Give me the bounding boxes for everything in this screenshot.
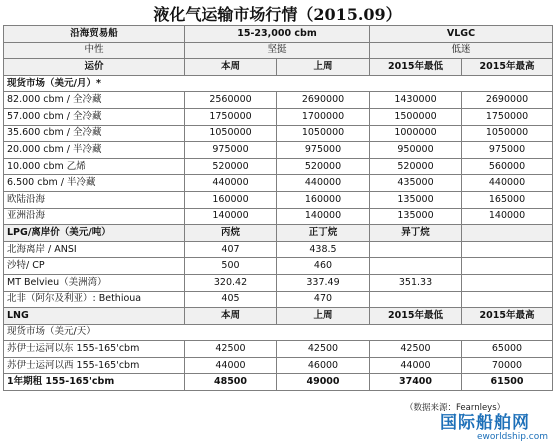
freight-label: 运价 <box>4 59 185 76</box>
cell-year-low: 435000 <box>370 175 462 192</box>
cell-this-week: 500 <box>185 258 277 275</box>
cell-year-low: 1500000 <box>370 108 462 125</box>
sentiment-vlgc: 低迷 <box>370 42 553 59</box>
vlgc-header: VLGC <box>370 26 553 43</box>
size-range-header: 15-23,000 cbm <box>185 26 370 43</box>
spot-rate-row <box>4 208 553 225</box>
cell-year-low: 2015年最低 <box>370 308 462 325</box>
cell-year-low: 37400 <box>370 374 462 391</box>
row-label: 20.000 cbm / 半冷藏 <box>4 142 185 159</box>
vessel-class-row <box>4 26 553 43</box>
col-year-high: 2015年最高 <box>462 59 553 76</box>
spot-rate-row <box>4 175 553 192</box>
row-label: 苏伊士运河以东 155-165'cbm <box>4 341 185 358</box>
watermark-cn: 国际船舶网 <box>440 413 530 433</box>
cell-last-week: 1050000 <box>277 125 370 142</box>
cell-last-week: 470 <box>277 291 370 308</box>
cell-year-low: 42500 <box>370 341 462 358</box>
cell-last-week: 2690000 <box>277 92 370 109</box>
row-label: 57.000 cbm / 全冷藏 <box>4 108 185 125</box>
cell-this-week: 1050000 <box>185 125 277 142</box>
cell-year-low: 1000000 <box>370 125 462 142</box>
cell-year-high <box>462 274 553 291</box>
cell-last-week: 140000 <box>277 208 370 225</box>
lpg-price-row <box>4 241 553 258</box>
data-source-note: （数据来源：Fearnleys） <box>405 403 506 413</box>
sentiment-size-range: 坚挺 <box>185 42 370 59</box>
cell-this-week: 320.42 <box>185 274 277 291</box>
cell-last-week: 520000 <box>277 158 370 175</box>
cell-year-high: 1750000 <box>462 108 553 125</box>
cell-year-high: 560000 <box>462 158 553 175</box>
lpg-price-row <box>4 258 553 275</box>
cell-this-week: 975000 <box>185 142 277 159</box>
cell-this-week: 160000 <box>185 191 277 208</box>
cell-year-low: 950000 <box>370 142 462 159</box>
cell-last-week: 438.5 <box>277 241 370 258</box>
page-title: 液化气运输市场行情（2015.09） <box>153 5 402 24</box>
spot-section-row <box>4 75 553 92</box>
cell-year-high <box>462 291 553 308</box>
cell-this-week: 2560000 <box>185 92 277 109</box>
cell-year-low: 135000 <box>370 191 462 208</box>
sentiment-coastal: 中性 <box>4 42 185 59</box>
row-label: 亚洲沿海 <box>4 208 185 225</box>
row-label: 欧陆沿海 <box>4 191 185 208</box>
coastal-trade-header: 沿海贸易船 <box>4 26 185 43</box>
lng-spot-section <box>4 324 553 341</box>
spot-rate-row <box>4 158 553 175</box>
watermark-logo <box>440 414 552 442</box>
cell-this-week: 丙烷 <box>185 225 277 242</box>
cell-year-high <box>462 258 553 275</box>
watermark-en: eworldship.com <box>476 432 548 442</box>
cell-this-week: 1750000 <box>185 108 277 125</box>
row-label: 10.000 cbm 乙烯 <box>4 158 185 175</box>
sentiment-row <box>4 42 553 59</box>
cell-last-week: 46000 <box>277 357 370 374</box>
spot-rate-row <box>4 92 553 109</box>
cell-year-high: 65000 <box>462 341 553 358</box>
cell-year-low <box>370 241 462 258</box>
cell-last-week: 337.49 <box>277 274 370 291</box>
lng-rate-row <box>4 357 553 374</box>
col-last-week: 上周 <box>277 59 370 76</box>
lng-rate-row <box>4 341 553 358</box>
cell-last-week: 975000 <box>277 142 370 159</box>
cell-year-low <box>370 291 462 308</box>
row-label: 35.600 cbm / 全冷藏 <box>4 125 185 142</box>
col-year-low: 2015年最低 <box>370 59 462 76</box>
cell-year-high: 140000 <box>462 208 553 225</box>
row-label: 82.000 cbm / 全冷藏 <box>4 92 185 109</box>
row-label: LPG/离岸价（美元/吨） <box>4 225 185 242</box>
lng-period-charter-row <box>4 374 553 391</box>
spot-rate-row <box>4 125 553 142</box>
cell-this-week: 407 <box>185 241 277 258</box>
cell-year-high: 1050000 <box>462 125 553 142</box>
cell-last-week: 49000 <box>277 374 370 391</box>
lng-spot-section-title: 现货市场（美元/天） <box>4 324 553 341</box>
lng-header-row <box>4 308 553 325</box>
row-label: 1年期租 155-165'cbm <box>4 374 185 391</box>
cell-year-high: 440000 <box>462 175 553 192</box>
row-label: MT Belvieu（美洲湾） <box>4 274 185 291</box>
row-label: 北非（阿尔及利亚）: Bethioua <box>4 291 185 308</box>
cell-this-week: 405 <box>185 291 277 308</box>
cell-year-high: 975000 <box>462 142 553 159</box>
row-label: 6.500 cbm / 半冷藏 <box>4 175 185 192</box>
cell-year-low: 351.33 <box>370 274 462 291</box>
cell-this-week: 42500 <box>185 341 277 358</box>
row-label: 沙特/ CP <box>4 258 185 275</box>
cell-year-high: 70000 <box>462 357 553 374</box>
cell-year-low: 44000 <box>370 357 462 374</box>
cell-year-low: 135000 <box>370 208 462 225</box>
cell-last-week: 440000 <box>277 175 370 192</box>
cell-year-high: 61500 <box>462 374 553 391</box>
cell-year-high: 2690000 <box>462 92 553 109</box>
cell-this-week: 48500 <box>185 374 277 391</box>
cell-year-low: 异丁烷 <box>370 225 462 242</box>
col-this-week: 本周 <box>185 59 277 76</box>
cell-year-high <box>462 241 553 258</box>
cell-this-week: 440000 <box>185 175 277 192</box>
lpg-price-row <box>4 291 553 308</box>
cell-last-week: 460 <box>277 258 370 275</box>
cell-year-low <box>370 258 462 275</box>
cell-this-week: 本周 <box>185 308 277 325</box>
cell-last-week: 42500 <box>277 341 370 358</box>
row-label: LNG <box>4 308 185 325</box>
cell-year-high: 2015年最高 <box>462 308 553 325</box>
spot-rate-row <box>4 108 553 125</box>
market-table <box>3 25 553 391</box>
cell-last-week: 1700000 <box>277 108 370 125</box>
row-label: 苏伊士运河以西 155-165'cbm <box>4 357 185 374</box>
cell-year-low: 520000 <box>370 158 462 175</box>
cell-last-week: 正丁烷 <box>277 225 370 242</box>
cell-this-week: 44000 <box>185 357 277 374</box>
cell-year-high: 165000 <box>462 191 553 208</box>
cell-year-low: 1430000 <box>370 92 462 109</box>
cell-last-week: 160000 <box>277 191 370 208</box>
spot-rate-row <box>4 142 553 159</box>
cell-last-week: 上周 <box>277 308 370 325</box>
cell-this-week: 140000 <box>185 208 277 225</box>
freight-header-row <box>4 59 553 76</box>
lpg-price-row <box>4 274 553 291</box>
cell-this-week: 520000 <box>185 158 277 175</box>
row-label: 北海离岸 / ANSI <box>4 241 185 258</box>
spot-section-title: 现货市场（美元/月）* <box>4 75 553 92</box>
spot-rate-row <box>4 191 553 208</box>
lpg-header-row <box>4 225 553 242</box>
cell-year-high <box>462 225 553 242</box>
